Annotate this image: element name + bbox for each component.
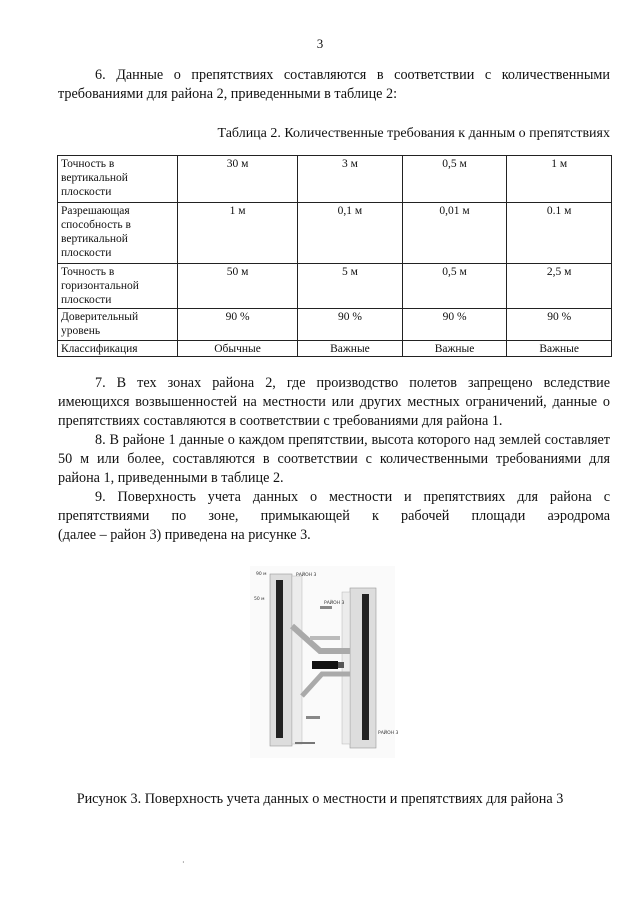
- paragraph-8: 8. В районе 1 данные о каждом препятствии, высота которого над землей составляет 50 м или более, составляются в соответствии с количественными требованиями для района 1, приведенными в таблице 2.: [58, 432, 610, 486]
- table-cell: 1 м: [507, 156, 612, 203]
- label-right: РАЙОН 3: [378, 731, 399, 736]
- table-cell: 0,5 м: [402, 156, 507, 203]
- table-cell: 0.1 м: [507, 203, 612, 264]
- label-dim-50: 50 м: [254, 597, 265, 602]
- page-number: 3: [316, 36, 324, 51]
- row-label: Доверительный уровень: [58, 309, 178, 341]
- paragraph-9-line-3: (далее – район 3) приведена на рисунке 3.: [58, 527, 311, 543]
- paragraph-9-line-1: 9. Поверхность учета данных о местности и препятствиях для района с: [95, 489, 610, 505]
- figure-caption: Рисунок 3. Поверхность учета данных о местности и препятствиях для района 3: [76, 791, 564, 807]
- table-row: [58, 203, 612, 264]
- label-mid: РАЙОН 3: [324, 601, 345, 606]
- table-row: [58, 264, 612, 309]
- label-top: РАЙОН 3: [296, 573, 317, 578]
- table-cell: 50 м: [178, 264, 298, 309]
- table-cell: 90 %: [298, 309, 403, 341]
- label-dim-90: 90 м: [256, 572, 267, 577]
- table-cell: 1 м: [178, 203, 298, 264]
- row-label: Точность в горизонтальной плоскости: [58, 264, 178, 309]
- row-label: Точность в вертикальной плоскости: [58, 156, 178, 203]
- table-cell: Важные: [402, 341, 507, 357]
- table-cell: 0,01 м: [402, 203, 507, 264]
- table-caption: Таблица 2. Количественные требования к данным о препятствиях: [217, 126, 610, 141]
- table-cell: 90 %: [402, 309, 507, 341]
- table-cell: 3 м: [298, 156, 403, 203]
- table-cell: 0,1 м: [298, 203, 403, 264]
- table-cell: 2,5 м: [507, 264, 612, 309]
- paragraph-6: 6. Данные о препятствиях составляются в соответствии с количественными требованиями для района 2, приведенными в таблице 2:: [58, 67, 610, 102]
- footer-mark: ·: [182, 858, 185, 867]
- table-cell: 5 м: [298, 264, 403, 309]
- paragraph-9-line-2: препятствиями по зоне, примыкающей к рабочей площади аэродрома: [58, 508, 610, 524]
- table-cell: 90 %: [178, 309, 298, 341]
- table-row: [58, 309, 612, 341]
- table-cell: 90 %: [507, 309, 612, 341]
- table-cell: 0,5 м: [402, 264, 507, 309]
- table-cell: Важные: [298, 341, 403, 357]
- row-label: Классификация: [58, 341, 178, 357]
- table-row: [58, 156, 612, 203]
- aerodrome-area-diagram: [250, 566, 399, 758]
- table-cell: Обычные: [178, 341, 298, 357]
- requirements-table: [57, 155, 612, 357]
- paragraph-7: 7. В тех зонах района 2, где производство полетов запрещено вследствие имеющихся возвышенностей на местности или других местных ограничений, данные о препятствиях составляются в соответствии с требованиями для района 1.: [58, 375, 610, 429]
- table-cell: 30 м: [178, 156, 298, 203]
- row-label: Разрешающая способность в вертикальной плоскости: [58, 203, 178, 264]
- table-row: [58, 341, 612, 357]
- table-cell: Важные: [507, 341, 612, 357]
